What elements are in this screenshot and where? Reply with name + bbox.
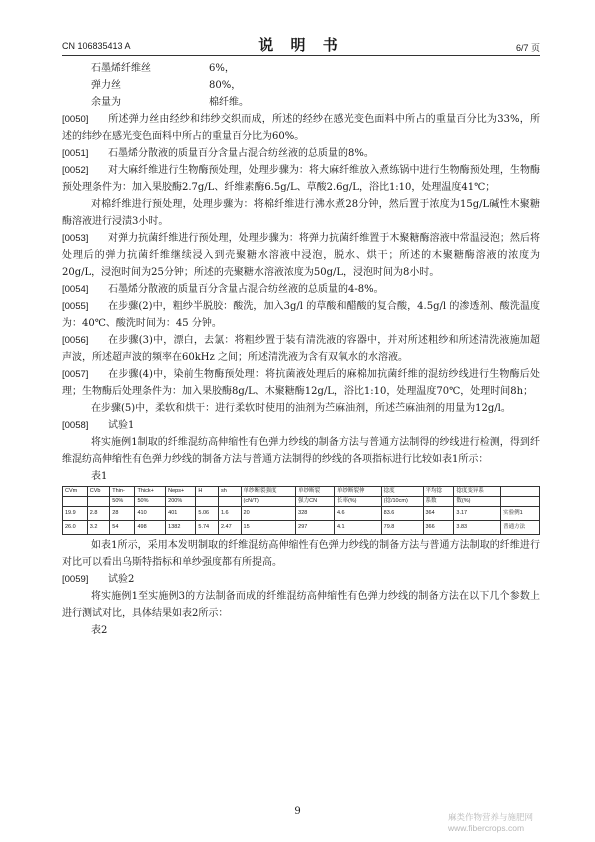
paragraph-text: 在步骤(3)中，漂白，去氯：将粗纱置于装有清洗液的容器中，并对所述粗纱和所述清洗液施加超声波，所述超声波的频率在60kHz 之间；所述清洗液为含有双氧水的水溶液。 <box>62 335 540 363</box>
table-row <box>63 507 540 521</box>
paragraph-text: 对弹力抗菌纤维进行预处理，处理步骤为：将弹力抗菌纤维置于木聚糖酶溶液中常温浸泡；然后将处理后的弹力抗菌纤维继续浸入到壳聚糖水溶液中浸泡，脱水、烘干；所述的木聚糖酶溶液的浓度为20g/L，浸泡时间为25分钟；所述的壳聚糖水溶液浓度为50g/L，浸泡时间为8小时。 <box>62 233 540 278</box>
table-header-cell: 捻度变异系 <box>454 487 501 497</box>
table-header-cell: Thin- <box>110 487 135 497</box>
table-cell: 366 <box>423 521 454 535</box>
table-cell: 498 <box>135 521 166 535</box>
table-header-row <box>63 487 540 497</box>
table-cell: 15 <box>241 521 296 535</box>
paragraph-0059-continued: 将实施例1至实施例3的方法制备而成的纤维混纺高伸缩性有色弹力纱线的制备方法在以下几个参数上进行测试对比，具体结果如表2所示： <box>62 591 540 619</box>
table-cell: 401 <box>166 507 196 521</box>
table-header-cell: 捻度 <box>381 487 423 497</box>
paragraph-number: [0055] <box>62 301 89 312</box>
table-header-cell: sh <box>218 487 241 497</box>
table-cell: 328 <box>296 507 335 521</box>
paragraph-number: [0050] <box>62 114 89 125</box>
table-header-cell: 长率(%) <box>334 497 381 507</box>
table-header-cell: (捻/10cm) <box>381 497 423 507</box>
table-header-cell: 数(%) <box>454 497 501 507</box>
paragraph-number: [0052] <box>62 165 89 176</box>
document-body <box>62 60 540 639</box>
table-cell: 1382 <box>166 521 196 535</box>
paragraph-text: 石墨烯分散液的质量百分含量占混合纺丝液的总质量的4-8%。 <box>108 284 384 295</box>
watermark-title: 麻类作物营养与施肥网 <box>448 812 534 822</box>
table-header-cell: 单纱断裂 <box>296 487 335 497</box>
table-header-cell <box>501 487 540 497</box>
table-cell: 4.6 <box>334 507 381 521</box>
table-header-cell: 50% <box>135 497 166 507</box>
component-name: 余量为 <box>91 97 121 108</box>
paragraph-text: 石墨烯分散液的质量百分含量占混合纺丝液的总质量的8%。 <box>108 148 374 159</box>
composition-line <box>62 77 540 94</box>
table-header-row <box>63 497 540 507</box>
table-row <box>63 521 540 535</box>
paragraph-0054 <box>62 281 540 298</box>
comparison-table-1 <box>62 486 540 535</box>
table-header-cell <box>196 497 219 507</box>
paragraph-text: 试验2 <box>108 574 135 585</box>
paragraph-text: 所述弹力丝由经纱和纬纱交织而成，所述的经纱在感光变色面料中所占的重量百分比为33%，所述的纬纱在感光变色面料中所占的重量百分比为60%。 <box>62 114 540 142</box>
table-cell: 297 <box>296 521 335 535</box>
paragraph-text: 对大麻纤维进行生物酶预处理，处理步骤为：将大麻纤维放入煮练锅中进行生物酶预处理，生物酶预处理条件为：加入果胶酶2.7g/L、纤维素酶6.5g/L、草酸2.6g/L，浴比1:10，处理温度41℃； <box>62 165 540 193</box>
paragraph-0059 <box>62 571 540 588</box>
paragraph-0050 <box>62 111 540 145</box>
paragraph-0058 <box>62 417 540 434</box>
table-header-cell: (cN/T) <box>241 497 296 507</box>
component-name: 弹力丝 <box>91 80 121 91</box>
table-header-cell <box>501 497 540 507</box>
table-cell: 3.2 <box>87 521 110 535</box>
table-header-cell: Neps+ <box>166 487 196 497</box>
paragraph-0057-continued: 在步骤(5)中，柔软和烘干：进行柔软时使用的油剂为苎麻油剂，所述苎麻油剂的用量为12g/l。 <box>91 403 511 414</box>
table-cell: 410 <box>135 507 166 521</box>
component-value: 棉纤维。 <box>209 97 249 108</box>
table-header-cell: H <box>196 487 219 497</box>
paragraph-number: [0057] <box>62 369 89 380</box>
table-cell: 4.1 <box>334 521 381 535</box>
composition-line <box>62 94 540 111</box>
table-cell: 5.06 <box>196 507 219 521</box>
paragraph-0057 <box>62 366 540 400</box>
paragraph-0053 <box>62 230 540 281</box>
paragraph-0052 <box>62 162 540 196</box>
table-cell: 20 <box>241 507 296 521</box>
paragraph-number: [0056] <box>62 335 89 346</box>
table-cell: 2.47 <box>218 521 241 535</box>
paragraph-number: [0051] <box>62 148 89 159</box>
page-indicator: 6/7 页 <box>515 43 540 53</box>
page-header <box>62 34 540 54</box>
table-cell: 1.6 <box>218 507 241 521</box>
component-name: 石墨烯纤维丝 <box>91 63 151 74</box>
table1-caption: 表1 <box>91 471 108 482</box>
table-header-cell: 强力CN <box>296 497 335 507</box>
paragraph-text: 在步骤(2)中，粗纱半脱胶：酸洗，加入3g/l 的草酸和醋酸的复合酸，4.5g/l 的渗透剂、酸洗温度为：40℃、酸洗时间为：45 分钟。 <box>62 301 540 329</box>
paragraph-after-table1: 如表1所示，采用本发明制取的纤维混纺高伸缩性有色弹力纱线的制备方法与普通方法制取的纤维进行对比可以看出乌斯特指标和单纱强度都有所提高。 <box>62 540 540 568</box>
table-header-cell: 单纱断裂伸 <box>334 487 381 497</box>
table-header-cell: 50% <box>110 497 135 507</box>
table-header-cell <box>87 497 110 507</box>
table-header-cell: Thick+ <box>135 487 166 497</box>
table-cell: 3.17 <box>454 507 501 521</box>
table-cell: 19.9 <box>63 507 88 521</box>
watermark-url: www.fibercrops.com <box>448 823 525 833</box>
paragraph-number: [0059] <box>62 574 89 585</box>
document-title: 说 明 书 <box>258 36 344 54</box>
paragraph-0055 <box>62 298 540 332</box>
component-value: 80%， <box>209 80 242 91</box>
page-number: 9 <box>294 806 301 817</box>
table-cell: 2.8 <box>87 507 110 521</box>
paragraph-0056 <box>62 332 540 366</box>
table-header-cell: 单纱断裂强度 <box>241 487 296 497</box>
table-cell: 实验例1 <box>501 507 540 521</box>
table-cell: 79.8 <box>381 521 423 535</box>
table-cell: 28 <box>110 507 135 521</box>
component-value: 6%， <box>209 63 235 74</box>
composition-line <box>62 60 540 77</box>
table-header-cell <box>63 497 88 507</box>
table-cell: 54 <box>110 521 135 535</box>
paragraph-text: 在步骤(4)中，染前生物酶预处理：将抗菌液处理后的麻棉加抗菌纤维的混纺纱线进行生物酶后处理；生物酶后处理条件为：加入果胶酶8g/L、木聚糖酶12g/L，浴比1:10，处理温度70℃，处理时间8h； <box>62 369 540 397</box>
table-header-cell: CVm <box>63 487 88 497</box>
table2-caption: 表2 <box>91 625 108 636</box>
paragraph-text: 试验1 <box>108 420 135 431</box>
table-cell: 普通方法 <box>501 521 540 535</box>
paragraph-number: [0053] <box>62 233 89 244</box>
paragraph-0058-continued: 将实施例1制取的纤维混纺高伸缩性有色弹力纱线的制备方法与普通方法制得的纱线进行检测，得到纤维混纺高伸缩性有色弹力纱线的制备方法与普通方法制得的纱线的各项指标进行比较如表1所示： <box>62 437 540 465</box>
table-header-cell: CVb <box>87 487 110 497</box>
table-header-cell <box>218 497 241 507</box>
table-cell: 3.83 <box>454 521 501 535</box>
table-header-cell: 200% <box>166 497 196 507</box>
paragraph-number: [0058] <box>62 420 89 431</box>
table-header-cell: 系数 <box>423 497 454 507</box>
site-watermark <box>448 812 533 834</box>
patent-number: CN 106835413 A <box>62 41 131 51</box>
table-header-cell: 平均捻 <box>423 487 454 497</box>
paragraph-0052-continued: 对棉纤维进行预处理，处理步骤为：将棉纤维进行沸水煮28分钟，然后置于浓度为15g/L碱性木聚糖酶溶液进行浸渍3小时。 <box>62 199 540 227</box>
table-cell: 5.74 <box>196 521 219 535</box>
paragraph-0051 <box>62 145 540 162</box>
table-cell: 26.0 <box>63 521 88 535</box>
table-cell: 364 <box>423 507 454 521</box>
paragraph-number: [0054] <box>62 284 89 295</box>
header-divider <box>62 55 540 56</box>
table-cell: 83.6 <box>381 507 423 521</box>
